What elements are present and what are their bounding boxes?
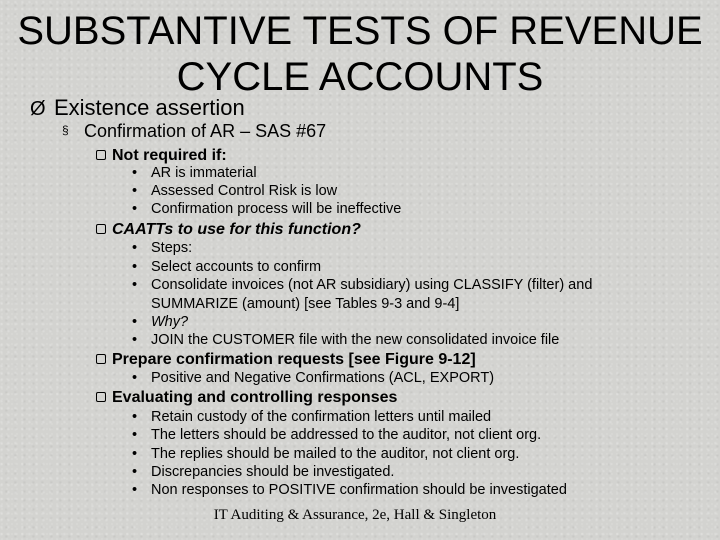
dot-bullet-icon: • <box>132 370 138 386</box>
dot-bullet-icon: • <box>132 446 138 462</box>
dot-bullet-icon: • <box>132 183 138 199</box>
bullet-text: Why? <box>151 314 189 330</box>
slide-footer: IT Auditing & Assurance, 2e, Hall & Singleton <box>213 507 497 523</box>
dot-bullet-icon: • <box>132 482 138 498</box>
dot-bullet-icon: • <box>132 464 138 480</box>
dot-bullet-icon: • <box>132 201 138 217</box>
bullet-text: Assessed Control Risk is low <box>151 183 338 199</box>
bullet-text: The replies should be mailed to the auditor, not client org. <box>151 446 520 462</box>
bullet-text: Retain custody of the confirmation letters until mailed <box>151 409 492 425</box>
level2-text: Confirmation of AR – SAS #67 <box>84 121 327 141</box>
dot-bullet-icon: • <box>132 277 138 293</box>
dot-bullet-icon: • <box>132 314 138 330</box>
section-heading-prepare <box>96 351 476 369</box>
list-item <box>132 426 541 445</box>
list-item <box>132 369 494 388</box>
level1-item-existence <box>30 95 245 121</box>
dot-bullet-icon: • <box>132 259 138 275</box>
checkbox-bullet-icon <box>96 224 106 234</box>
checkbox-bullet-icon <box>96 150 106 160</box>
section-heading-text: Not required if: <box>112 147 227 164</box>
list-item <box>132 200 401 219</box>
dot-bullet-icon: • <box>132 240 138 256</box>
slide-title <box>0 8 720 100</box>
checkbox-bullet-icon <box>96 392 106 402</box>
bullet-text: Positive and Negative Confirmations (ACL, EXPORT) <box>151 370 495 386</box>
section-heading-caatts <box>96 221 361 239</box>
level1-text: Existence assertion <box>54 95 245 120</box>
dot-bullet-icon: • <box>132 332 138 348</box>
slide-title-line-2: CYCLE ACCOUNTS <box>176 55 544 99</box>
bullet-text: AR is immaterial <box>151 165 257 181</box>
bullet-text: Confirmation process will be ineffective <box>151 201 402 217</box>
list-item <box>132 463 394 482</box>
list-item <box>132 239 192 258</box>
slide-title-line-1: SUBSTANTIVE TESTS OF REVENUE <box>17 9 703 53</box>
list-item <box>132 182 337 201</box>
list-item <box>132 164 257 183</box>
list-item <box>132 481 567 500</box>
list-item <box>132 445 519 464</box>
section-heading-evaluating <box>96 389 397 407</box>
section-heading-text: Evaluating and controlling responses <box>112 389 398 406</box>
arrow-bullet-icon: Ø <box>30 98 46 120</box>
bullet-text: The letters should be addressed to the auditor, not client org. <box>151 427 542 443</box>
bullet-text: JOIN the CUSTOMER file with the new consolidated invoice file <box>151 332 560 348</box>
dot-bullet-icon: • <box>132 427 138 443</box>
bullet-text: Consolidate invoices (not AR subsidiary) using CLASSIFY (filter) and SUMMARIZE (amount) [see Tables 9-3 and 9-4] <box>151 277 593 312</box>
list-item <box>132 258 321 277</box>
bullet-text: Steps: <box>151 240 193 256</box>
bullet-text: Discrepancies should be investigated. <box>151 464 395 480</box>
dot-bullet-icon: • <box>132 409 138 425</box>
bullet-text: Select accounts to confirm <box>151 259 322 275</box>
list-item <box>132 313 188 332</box>
section-heading-not-required <box>96 147 227 165</box>
bullet-text: Non responses to POSITIVE confirmation should be investigated <box>151 482 567 498</box>
list-item <box>132 331 559 350</box>
level2-item-confirmation <box>62 121 326 142</box>
list-item <box>132 408 491 427</box>
checkbox-bullet-icon <box>96 354 106 364</box>
list-item <box>132 276 671 313</box>
section-heading-text: Prepare confirmation requests [see Figure 9-12] <box>112 351 476 368</box>
square-bullet-icon: § <box>62 123 69 137</box>
section-heading-text: CAATTs to use for this function? <box>112 221 361 238</box>
dot-bullet-icon: • <box>132 165 138 181</box>
